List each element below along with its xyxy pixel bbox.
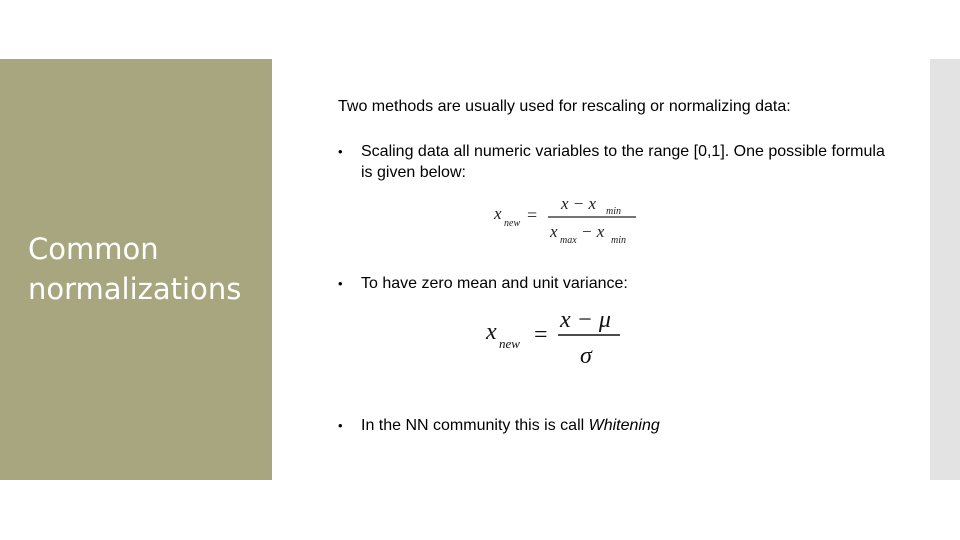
bullet-text-plain: In the NN community this is call — [361, 417, 589, 434]
formula-den-b: − x — [581, 222, 605, 241]
formula-lhs: x — [486, 319, 497, 345]
formula-numerator: x − x — [561, 194, 597, 213]
formula-equals: = — [534, 322, 548, 348]
bullet-text: To have zero mean and unit variance: — [361, 275, 628, 292]
formula-denominator: σ — [580, 343, 592, 369]
formula-numerator-sub: min — [606, 206, 621, 217]
zscore-formula-svg — [482, 302, 632, 370]
formula-lhs: x — [494, 204, 502, 223]
bullet-item-scaling — [338, 141, 898, 183]
bullet-text — [361, 415, 898, 436]
bullet-item-whitening — [338, 415, 898, 436]
formula-den-a-sub: max — [560, 235, 577, 246]
formula-lhs-sub: new — [504, 218, 521, 229]
minmax-formula — [488, 192, 648, 253]
bullet-text-emphasis: Whitening — [588, 417, 660, 434]
bullet-marker: • — [338, 144, 343, 159]
bullet-marker: • — [338, 276, 343, 291]
bullet-marker: • — [338, 418, 343, 433]
formula-den-b-sub: min — [611, 235, 626, 246]
bullet-text: Scaling data all numeric variables to the range [0,1]. One possible formula is given below: — [361, 143, 885, 181]
zscore-formula — [482, 302, 632, 375]
formula-den-a: x — [550, 222, 558, 241]
slide-title: Common normalizations — [28, 232, 242, 306]
minmax-formula-svg — [488, 192, 648, 248]
bullet-item-zero-mean — [338, 273, 898, 294]
intro-text: Two methods are usually used for rescaling or normalizing data: — [338, 98, 791, 115]
formula-equals: = — [527, 205, 538, 225]
formula-numerator: x − μ — [560, 307, 611, 333]
formula-lhs-sub: new — [499, 336, 520, 351]
right-edge-strip — [930, 59, 960, 480]
